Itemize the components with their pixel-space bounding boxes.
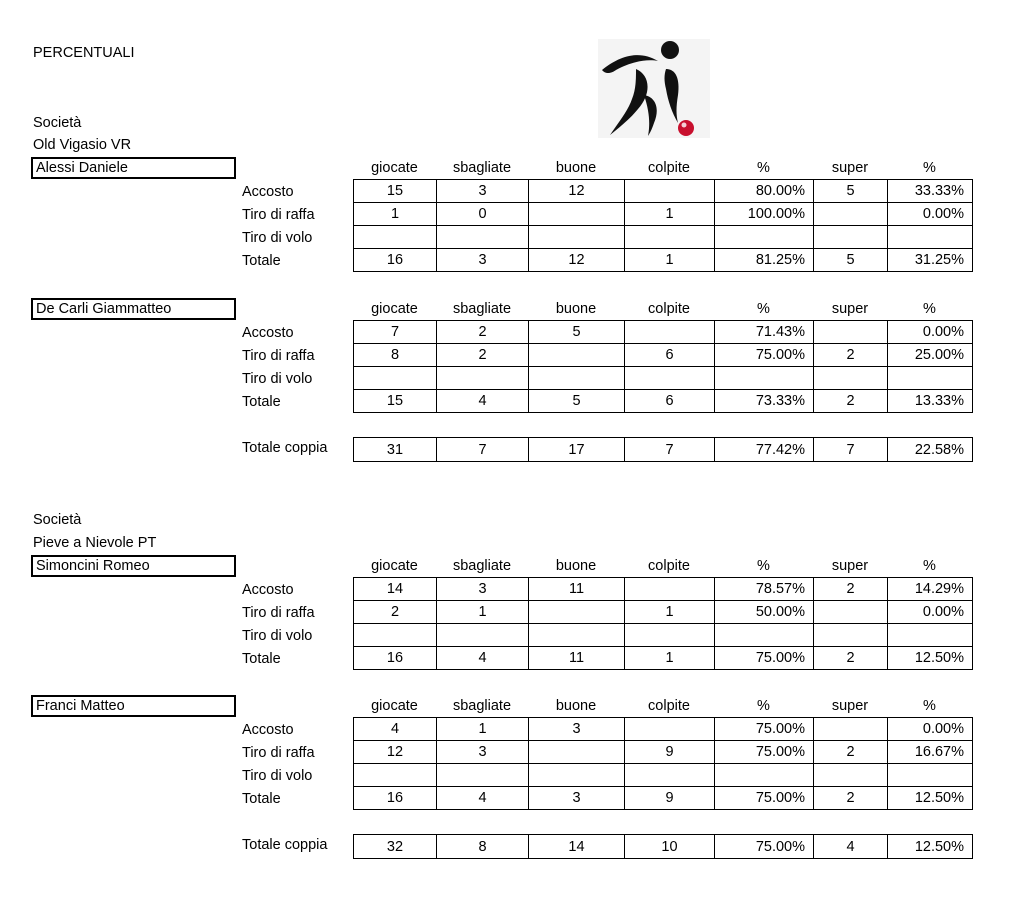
player-name-box: Simoncini Romeo xyxy=(31,555,236,577)
row-label: Accosto xyxy=(242,722,294,738)
stats-table xyxy=(353,320,973,413)
table-cell: 16 xyxy=(354,647,437,670)
column-header: giocate xyxy=(371,160,418,176)
table-cell: 75.00% xyxy=(715,647,814,670)
column-header: super xyxy=(831,698,869,714)
column-header: % xyxy=(923,301,936,317)
row-label: Accosto xyxy=(242,184,294,200)
row-label: Tiro di raffa xyxy=(242,207,315,223)
table-cell xyxy=(888,226,973,249)
table-cell: 1 xyxy=(625,601,715,624)
column-header: colpite xyxy=(648,558,690,574)
table-cell: 8 xyxy=(354,344,437,367)
column-header: sbagliate xyxy=(452,558,512,574)
table-cell: 1 xyxy=(625,249,715,272)
table-cell xyxy=(529,601,625,624)
table-cell: 2 xyxy=(814,344,888,367)
column-header: buone xyxy=(555,301,597,317)
table-cell: 4 xyxy=(437,787,529,810)
row-label: Totale xyxy=(242,791,281,807)
table-cell xyxy=(715,226,814,249)
table-row xyxy=(354,226,973,249)
table-cell: 15 xyxy=(354,390,437,413)
table-cell xyxy=(437,367,529,390)
table-cell xyxy=(888,367,973,390)
row-label: Tiro di raffa xyxy=(242,605,315,621)
player-name-box: De Carli Giammatteo xyxy=(31,298,236,320)
table-cell: 5 xyxy=(529,390,625,413)
table-row xyxy=(354,764,973,787)
stats-table xyxy=(353,577,973,670)
table-cell: 75.00% xyxy=(715,787,814,810)
column-header: super xyxy=(831,160,869,176)
table-cell: 3 xyxy=(437,578,529,601)
table-cell: 4 xyxy=(437,390,529,413)
table-cell: 0.00% xyxy=(888,203,973,226)
table-cell: 73.33% xyxy=(715,390,814,413)
table-cell xyxy=(625,718,715,741)
table-cell xyxy=(529,203,625,226)
row-label: Tiro di raffa xyxy=(242,348,315,364)
table-cell xyxy=(715,367,814,390)
table-cell xyxy=(354,764,437,787)
table-cell: 2 xyxy=(437,321,529,344)
column-header: super xyxy=(831,301,869,317)
table-cell xyxy=(529,367,625,390)
table-cell: 25.00% xyxy=(888,344,973,367)
table-cell xyxy=(437,624,529,647)
table-cell xyxy=(715,624,814,647)
table-cell: 22.58% xyxy=(888,438,973,462)
table-row xyxy=(354,578,973,601)
table-cell xyxy=(888,764,973,787)
table-cell: 0.00% xyxy=(888,601,973,624)
table-cell: 81.25% xyxy=(715,249,814,272)
table-cell: 13.33% xyxy=(888,390,973,413)
column-header: super xyxy=(831,558,869,574)
table-cell xyxy=(625,226,715,249)
table-cell: 75.00% xyxy=(715,718,814,741)
column-header: % xyxy=(923,558,936,574)
table-cell: 17 xyxy=(529,438,625,462)
column-header: % xyxy=(757,558,770,574)
table-cell: 31.25% xyxy=(888,249,973,272)
table-cell: 7 xyxy=(354,321,437,344)
table-cell: 7 xyxy=(437,438,529,462)
table-cell: 1 xyxy=(625,203,715,226)
column-header: buone xyxy=(555,160,597,176)
row-label: Accosto xyxy=(242,582,294,598)
table-cell xyxy=(814,367,888,390)
table-cell: 2 xyxy=(814,741,888,764)
table-cell xyxy=(625,321,715,344)
table-cell xyxy=(625,180,715,203)
table-cell xyxy=(529,226,625,249)
table-cell: 33.33% xyxy=(888,180,973,203)
table-cell: 4 xyxy=(437,647,529,670)
table-cell: 77.42% xyxy=(715,438,814,462)
table-cell: 16 xyxy=(354,787,437,810)
table-cell: 14 xyxy=(529,835,625,859)
column-header: giocate xyxy=(371,558,418,574)
column-header: % xyxy=(923,160,936,176)
table-cell: 31 xyxy=(354,438,437,462)
table-cell xyxy=(529,344,625,367)
table-cell xyxy=(715,764,814,787)
table-cell: 5 xyxy=(814,180,888,203)
table-cell: 2 xyxy=(437,344,529,367)
column-header: % xyxy=(757,698,770,714)
table-cell xyxy=(814,321,888,344)
table-row xyxy=(354,321,973,344)
table-cell: 12 xyxy=(529,249,625,272)
table-cell xyxy=(625,764,715,787)
table-row xyxy=(354,367,973,390)
table-cell xyxy=(814,203,888,226)
table-cell xyxy=(354,226,437,249)
table-cell xyxy=(529,624,625,647)
table-cell: 16 xyxy=(354,249,437,272)
table-cell: 0 xyxy=(437,203,529,226)
column-header: % xyxy=(757,301,770,317)
society-label: Società xyxy=(33,512,82,528)
row-label: Tiro di volo xyxy=(242,230,313,246)
table-row xyxy=(354,835,973,859)
society-name: Pieve a Nievole PT xyxy=(33,535,157,551)
table-cell: 1 xyxy=(437,601,529,624)
table-cell: 4 xyxy=(354,718,437,741)
table-cell: 12.50% xyxy=(888,647,973,670)
table-cell xyxy=(437,764,529,787)
table-cell: 9 xyxy=(625,787,715,810)
table-row xyxy=(354,718,973,741)
table-cell: 4 xyxy=(814,835,888,859)
table-cell: 11 xyxy=(529,578,625,601)
table-cell: 75.00% xyxy=(715,344,814,367)
table-cell: 7 xyxy=(625,438,715,462)
table-cell: 2 xyxy=(814,787,888,810)
society-name: Old Vigasio VR xyxy=(33,137,132,153)
table-cell: 100.00% xyxy=(715,203,814,226)
table-cell: 10 xyxy=(625,835,715,859)
stats-table xyxy=(353,717,973,810)
table-cell xyxy=(529,741,625,764)
table-cell: 12.50% xyxy=(888,835,973,859)
table-cell: 71.43% xyxy=(715,321,814,344)
column-header: giocate xyxy=(371,301,418,317)
pair-total-table xyxy=(353,834,973,859)
table-cell: 3 xyxy=(437,741,529,764)
pair-total-table xyxy=(353,437,973,462)
table-cell: 0.00% xyxy=(888,718,973,741)
table-cell: 80.00% xyxy=(715,180,814,203)
table-cell: 3 xyxy=(437,249,529,272)
pair-total-label: Totale coppia xyxy=(242,440,328,456)
table-cell: 14.29% xyxy=(888,578,973,601)
table-row xyxy=(354,647,973,670)
table-cell: 2 xyxy=(814,647,888,670)
table-cell: 2 xyxy=(354,601,437,624)
table-cell: 75.00% xyxy=(715,741,814,764)
column-header: sbagliate xyxy=(452,160,512,176)
table-row xyxy=(354,203,973,226)
column-header: sbagliate xyxy=(452,698,512,714)
column-header: buone xyxy=(555,558,597,574)
table-cell: 11 xyxy=(529,647,625,670)
stats-table xyxy=(353,179,973,272)
table-cell xyxy=(354,624,437,647)
player-name-box: Alessi Daniele xyxy=(31,157,236,179)
table-cell: 3 xyxy=(437,180,529,203)
table-row xyxy=(354,787,973,810)
table-row xyxy=(354,741,973,764)
bocce-logo-icon xyxy=(598,39,710,138)
table-cell: 2 xyxy=(814,390,888,413)
table-cell: 0.00% xyxy=(888,321,973,344)
player-name-box: Franci Matteo xyxy=(31,695,236,717)
table-cell: 5 xyxy=(529,321,625,344)
table-cell: 75.00% xyxy=(715,835,814,859)
table-cell xyxy=(814,624,888,647)
table-cell xyxy=(625,578,715,601)
table-cell xyxy=(437,226,529,249)
table-row xyxy=(354,601,973,624)
row-label: Totale xyxy=(242,394,281,410)
column-header: giocate xyxy=(371,698,418,714)
table-cell: 3 xyxy=(529,718,625,741)
row-label: Tiro di volo xyxy=(242,628,313,644)
table-cell: 1 xyxy=(625,647,715,670)
table-cell: 7 xyxy=(814,438,888,462)
table-cell: 14 xyxy=(354,578,437,601)
column-header: colpite xyxy=(648,160,690,176)
row-label: Tiro di raffa xyxy=(242,745,315,761)
table-cell: 78.57% xyxy=(715,578,814,601)
table-cell: 12 xyxy=(354,741,437,764)
row-label: Accosto xyxy=(242,325,294,341)
table-cell xyxy=(625,624,715,647)
column-header: colpite xyxy=(648,698,690,714)
row-label: Totale xyxy=(242,253,281,269)
table-cell xyxy=(814,764,888,787)
table-cell xyxy=(354,367,437,390)
table-row xyxy=(354,180,973,203)
table-cell: 1 xyxy=(437,718,529,741)
table-cell: 9 xyxy=(625,741,715,764)
column-header: % xyxy=(923,698,936,714)
column-header: colpite xyxy=(648,301,690,317)
row-label: Totale xyxy=(242,651,281,667)
table-cell xyxy=(625,367,715,390)
pair-total-label: Totale coppia xyxy=(242,837,328,853)
table-row xyxy=(354,390,973,413)
column-header: % xyxy=(757,160,770,176)
table-cell: 6 xyxy=(625,344,715,367)
table-row xyxy=(354,438,973,462)
table-cell xyxy=(888,624,973,647)
column-header: buone xyxy=(555,698,597,714)
table-cell xyxy=(529,764,625,787)
table-cell: 15 xyxy=(354,180,437,203)
table-cell xyxy=(814,718,888,741)
table-cell xyxy=(814,601,888,624)
page-title: PERCENTUALI xyxy=(33,45,135,61)
table-cell: 3 xyxy=(529,787,625,810)
column-header: sbagliate xyxy=(452,301,512,317)
table-cell: 16.67% xyxy=(888,741,973,764)
table-row xyxy=(354,624,973,647)
table-cell: 5 xyxy=(814,249,888,272)
table-row xyxy=(354,344,973,367)
table-cell: 12 xyxy=(529,180,625,203)
table-cell: 50.00% xyxy=(715,601,814,624)
table-cell: 2 xyxy=(814,578,888,601)
table-cell: 32 xyxy=(354,835,437,859)
table-cell xyxy=(814,226,888,249)
row-label: Tiro di volo xyxy=(242,371,313,387)
row-label: Tiro di volo xyxy=(242,768,313,784)
table-cell: 8 xyxy=(437,835,529,859)
table-row xyxy=(354,249,973,272)
society-label: Società xyxy=(33,115,82,131)
table-cell: 1 xyxy=(354,203,437,226)
table-cell: 6 xyxy=(625,390,715,413)
table-cell: 12.50% xyxy=(888,787,973,810)
